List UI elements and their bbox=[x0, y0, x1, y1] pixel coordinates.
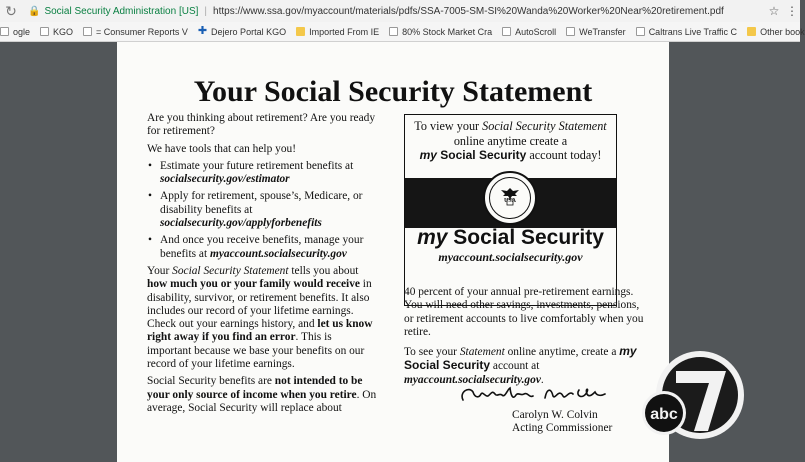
left-column bbox=[147, 112, 377, 419]
signature bbox=[455, 382, 665, 408]
cross-icon: ✚ bbox=[197, 25, 208, 37]
create-account-paragraph: To see your Statement online anytime, create a my Social Security account at myaccount.socialsecurity.gov. bbox=[404, 344, 637, 386]
bookmark-item[interactable]: AutoScroll bbox=[502, 27, 556, 37]
pdf-viewer-background bbox=[0, 42, 117, 450]
myaccount-link[interactable]: myaccount.socialsecurity.gov bbox=[209, 247, 347, 260]
lock-icon: 🔒 bbox=[28, 5, 41, 17]
apply-link[interactable]: socialsecurity.gov/applyforbenefits bbox=[160, 217, 322, 230]
folder-icon bbox=[296, 27, 305, 36]
svg-text:USA: USA bbox=[503, 198, 517, 204]
my-social-security-logo: my Social Security bbox=[417, 226, 604, 249]
abc7-logo bbox=[638, 345, 750, 445]
promo-site-link[interactable]: myaccount.socialsecurity.gov bbox=[438, 250, 583, 264]
bookmarks-bar bbox=[0, 22, 805, 42]
tools-list bbox=[147, 160, 377, 261]
doc-icon bbox=[636, 27, 645, 36]
list-item: • Estimate your future retirement benefits at socialsecurity.gov/estimator bbox=[147, 160, 377, 187]
secure-site-label: Social Security Administration [US] bbox=[44, 5, 199, 17]
list-item: • Apply for retirement, spouse’s, Medicare, or disability benefits at socialsecurity.gov/applyforbenefits bbox=[147, 190, 377, 230]
bookmark-item[interactable]: Imported From IE bbox=[296, 27, 379, 37]
address-separator: | bbox=[204, 5, 208, 17]
intro-text: Are you thinking about retirement? Are you ready for retirement? bbox=[147, 112, 376, 138]
doc-icon bbox=[83, 27, 92, 36]
statement-paragraph: Your Social Security Statement tells you about how much you or your family would receive in disability, survivor, or retirement benefits. It also includes our record of your lifetime earnings. Check out your earnings history, and let us know right away if you find an error. This is important because we base your benefits on our record of your lifetime earnings. bbox=[147, 264, 373, 371]
address-bar[interactable] bbox=[0, 0, 800, 22]
bookmark-star-icon[interactable]: ☆ bbox=[768, 4, 780, 18]
right-column bbox=[404, 286, 649, 393]
promo-text: To view your Social Security Statement online anytime create a my Social Security account today! bbox=[414, 119, 607, 162]
bookmark-item[interactable]: KGO bbox=[40, 27, 73, 37]
abc-text: abc bbox=[650, 406, 678, 423]
doc-icon bbox=[389, 27, 398, 36]
bookmark-item[interactable]: WeTransfer bbox=[566, 27, 626, 37]
estimator-link[interactable]: socialsecurity.gov/estimator bbox=[160, 173, 290, 186]
doc-icon bbox=[566, 27, 575, 36]
list-item: • And once you receive benefits, manage your benefits at myaccount.socialsecurity.gov bbox=[147, 234, 377, 261]
signer-name: Carolyn W. Colvin bbox=[512, 409, 598, 421]
bookmark-item[interactable]: 80% Stock Market Cra bbox=[389, 27, 492, 37]
signer-block bbox=[512, 409, 612, 435]
doc-icon bbox=[0, 27, 9, 36]
bookmark-item[interactable]: ✚ Dejero Portal KGO bbox=[197, 25, 287, 37]
reload-icon[interactable]: ↻ bbox=[5, 2, 17, 19]
income-paragraph: Social Security benefits are not intended to be your only source of income when you retire. On average, Social Security will replace about bbox=[147, 375, 377, 414]
bookmark-other[interactable]: Other book bbox=[747, 27, 805, 37]
earnings-paragraph: 40 percent of your annual pre-retirement earnings. You will need other savings, investments, pensions, or retirement accounts to live comfortably when you retire. bbox=[404, 286, 644, 338]
signer-title: Acting Commissioner bbox=[512, 422, 613, 434]
bookmark-item[interactable]: = Consumer Reports V bbox=[83, 27, 188, 37]
doc-icon bbox=[40, 27, 49, 36]
doc-icon bbox=[502, 27, 511, 36]
bookmark-item[interactable]: ogle bbox=[0, 27, 30, 37]
account-link[interactable]: myaccount.socialsecurity.gov bbox=[404, 373, 541, 386]
pdf-page bbox=[117, 42, 669, 462]
my-social-security-promo-box bbox=[404, 114, 617, 306]
ssa-seal-icon bbox=[483, 171, 537, 225]
bookmark-item[interactable]: Caltrans Live Traffic C bbox=[636, 27, 737, 37]
url-text[interactable]: https://www.ssa.gov/myaccount/materials/pdfs/SSA-7005-SM-SI%20Wanda%20Worker%20Near%20retirement.pdf bbox=[213, 5, 724, 17]
tools-text: We have tools that can help you! bbox=[147, 142, 297, 155]
document-title: Your Social Security Statement bbox=[193, 75, 593, 108]
menu-icon[interactable]: ⋮ bbox=[786, 4, 798, 18]
folder-icon bbox=[747, 27, 756, 36]
